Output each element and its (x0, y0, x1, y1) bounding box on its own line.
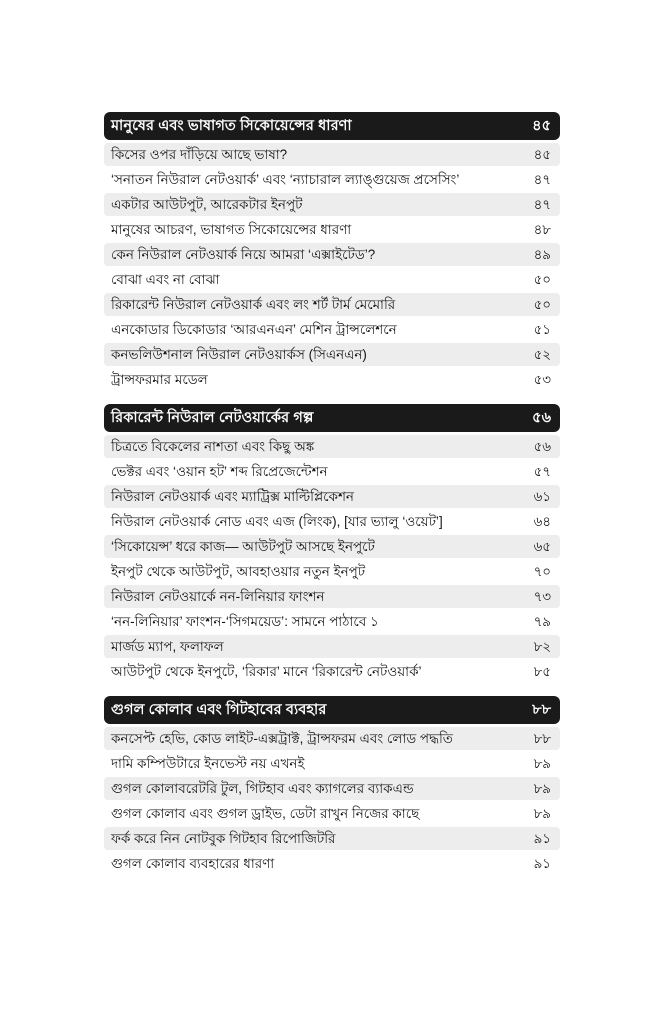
toc-entry-row[interactable] (104, 193, 560, 216)
toc-entry-title: কনভলিউশনাল নিউরাল নেটওয়ার্কস (সিএনএন) (111, 346, 367, 362)
toc-entry-page-number: ৫৩ (533, 371, 551, 387)
toc-entry-title: নিউরাল নেটওয়ার্ক এবং ম্যাট্রিক্স মাল্টিপ্লিকেশন (111, 488, 354, 504)
toc-entry-page-number: ৯১ (533, 855, 551, 871)
toc-entry-page-number: ৫৭ (533, 463, 551, 479)
toc-entry-row[interactable] (104, 777, 560, 800)
section-page-number: ৫৬ (532, 409, 551, 426)
toc-entry-page-number: ৫২ (533, 346, 551, 362)
toc-section (104, 696, 560, 875)
section-title: গুগল কোলাব এবং গিটহাবের ব্যবহার (111, 701, 327, 718)
toc-entry-title: ট্রান্সফরমার মডেল (111, 371, 208, 387)
toc-entry-row[interactable] (104, 727, 560, 750)
section-header-bar[interactable] (104, 112, 560, 140)
toc-entry-page-number: ৫১ (533, 321, 551, 337)
toc-entry-page-number: ৬১ (533, 488, 551, 504)
toc-entry-page-number: ৪৮ (533, 221, 551, 237)
toc-entry-title: মার্জড ম্যাপ, ফলাফল (111, 638, 224, 654)
toc-entry-page-number: ৪৫ (533, 146, 551, 162)
toc-entry-title: গুগল কোলাব ব্যবহারের ধারণা (111, 855, 275, 871)
toc-entry-title: বোঝা এবং না বোঝা (111, 271, 220, 287)
toc-entry-row[interactable] (104, 318, 560, 341)
toc-entry-row[interactable] (104, 535, 560, 558)
toc-entry-title: ফর্ক করে নিন নোটবুক গিটহাব রিপোজিটরি (111, 830, 336, 846)
section-title: রিকারেন্ট নিউরাল নেটওয়ার্কের গল্প (111, 409, 314, 426)
toc-entry-row[interactable] (104, 510, 560, 533)
toc-entry-title: ইনপুট থেকে আউটপুট, আবহাওয়ার নতুন ইনপুট (111, 563, 366, 579)
section-page-number: ৮৮ (532, 701, 551, 718)
toc-entry-title: মানুষের আচরণ, ভাষাগত সিকোয়েন্সের ধারণা (111, 221, 352, 237)
section-title: মানুষের এবং ভাষাগত সিকোয়েন্সের ধারণা (111, 117, 352, 134)
toc-entry-row[interactable] (104, 268, 560, 291)
toc-entry-row[interactable] (104, 368, 560, 391)
toc-entry-title: নিউরাল নেটওয়ার্কে নন-লিনিয়ার ফাংশন (111, 588, 325, 604)
toc-entry-row[interactable] (104, 293, 560, 316)
toc-entry-row[interactable] (104, 610, 560, 633)
toc-entry-title: কনসেপ্ট হেভি, কোড লাইট-এক্সট্রাক্ট, ট্রান্সফরম এবং লোড পদ্ধতি (111, 730, 453, 746)
toc-entry-title: দামি কম্পিউটারে ইনভেস্ট নয় এখনই (111, 755, 305, 771)
toc-entry-row[interactable] (104, 635, 560, 658)
toc-entry-row[interactable] (104, 343, 560, 366)
toc-content-area (104, 112, 560, 877)
toc-entry-row[interactable] (104, 485, 560, 508)
toc-entry-page-number: ৫০ (533, 296, 551, 312)
toc-entry-page-number: ৪৯ (533, 246, 551, 262)
toc-entry-title: চিত্রতে বিকেলের নাশতা এবং কিছু অঙ্ক (111, 438, 315, 454)
toc-entry-row[interactable] (104, 168, 560, 191)
toc-entry-page-number: ৮৯ (533, 755, 551, 771)
toc-section (104, 112, 560, 391)
toc-entry-title: কেন নিউরাল নেটওয়ার্ক নিয়ে আমরা ‘এক্সাইটেড’? (111, 246, 376, 262)
toc-entry-row[interactable] (104, 585, 560, 608)
section-header-bar[interactable] (104, 696, 560, 724)
toc-entry-page-number: ৮৯ (533, 805, 551, 821)
toc-entry-page-number: ৬৪ (533, 513, 551, 529)
toc-entry-row[interactable] (104, 752, 560, 775)
toc-entry-title: নিউরাল নেটওয়ার্ক নোড এবং এজ (লিংক), [যার ভ্যালু ‘ওয়েট’] (111, 513, 443, 529)
toc-entry-title: রিকারেন্ট নিউরাল নেটওয়ার্ক এবং লং শর্ট টার্ম মেমোরি (111, 296, 396, 312)
toc-entry-page-number: ৮২ (533, 638, 551, 654)
toc-entry-title: এনকোডার ডিকোডার ‘আরএনএন’ মেশিন ট্রান্সলেশনে (111, 321, 397, 337)
toc-entry-title: গুগল কোলাব এবং গুগল ড্রাইভ, ডেটা রাখুন নিজের কাছে (111, 805, 420, 821)
toc-entry-title: ‘সিকোয়েন্স’ ধরে কাজ— আউটপুট আসছে ইনপুটে (111, 538, 375, 554)
toc-entry-page-number: ৮৮ (533, 730, 551, 746)
toc-entry-title: ‘সনাতন নিউরাল নেটওয়ার্ক’ এবং ‘ন্যাচারাল ল্যাঙ্গুয়েজ প্রসেসিং’ (111, 171, 460, 187)
toc-entry-page-number: ৯১ (533, 830, 551, 846)
toc-entry-row[interactable] (104, 560, 560, 583)
toc-entry-title: গুগল কোলাবরেটরি টুল, গিটহাব এবং ক্যাগলের ব্যাকএন্ড (111, 780, 414, 796)
toc-section (104, 404, 560, 683)
toc-entry-page-number: ৬৫ (533, 538, 551, 554)
toc-entry-row[interactable] (104, 802, 560, 825)
toc-entry-row[interactable] (104, 852, 560, 875)
toc-entry-title: ‘নন-লিনিয়ার’ ফাংশন-‘সিগময়েড’: সামনে পাঠাবে ১ (111, 613, 379, 629)
toc-entry-row[interactable] (104, 435, 560, 458)
toc-entry-row[interactable] (104, 460, 560, 483)
toc-entry-row[interactable] (104, 660, 560, 683)
toc-entry-page-number: ৭০ (533, 563, 551, 579)
toc-entry-title: আউটপুট থেকে ইনপুটে, ‘রিকার’ মানে ‘রিকারেন্ট নেটওয়ার্ক’ (111, 663, 422, 679)
toc-entry-row[interactable] (104, 827, 560, 850)
toc-entry-page-number: ৪৭ (533, 171, 551, 187)
toc-entry-page-number: ৭৯ (533, 613, 551, 629)
toc-entry-title: ভেক্টর এবং ‘ওয়ান হট’ শব্দ রিপ্রেজেন্টেশন (111, 463, 328, 479)
toc-entry-row[interactable] (104, 243, 560, 266)
toc-entry-row[interactable] (104, 218, 560, 241)
toc-entry-page-number: ৮৫ (533, 663, 551, 679)
toc-entry-page-number: ৭৩ (533, 588, 551, 604)
toc-entry-page-number: ৫৬ (533, 438, 551, 454)
toc-entry-page-number: ৪৭ (533, 196, 551, 212)
toc-entry-row[interactable] (104, 143, 560, 166)
toc-entry-title: কিসের ওপর দাঁড়িয়ে আছে ভাষা? (111, 146, 288, 162)
section-page-number: ৪৫ (532, 117, 551, 134)
toc-entry-page-number: ৫০ (533, 271, 551, 287)
toc-entry-page-number: ৮৯ (533, 780, 551, 796)
section-header-bar[interactable] (104, 404, 560, 432)
toc-entry-title: একটার আউটপুট, আরেকটার ইনপুট (111, 196, 303, 212)
